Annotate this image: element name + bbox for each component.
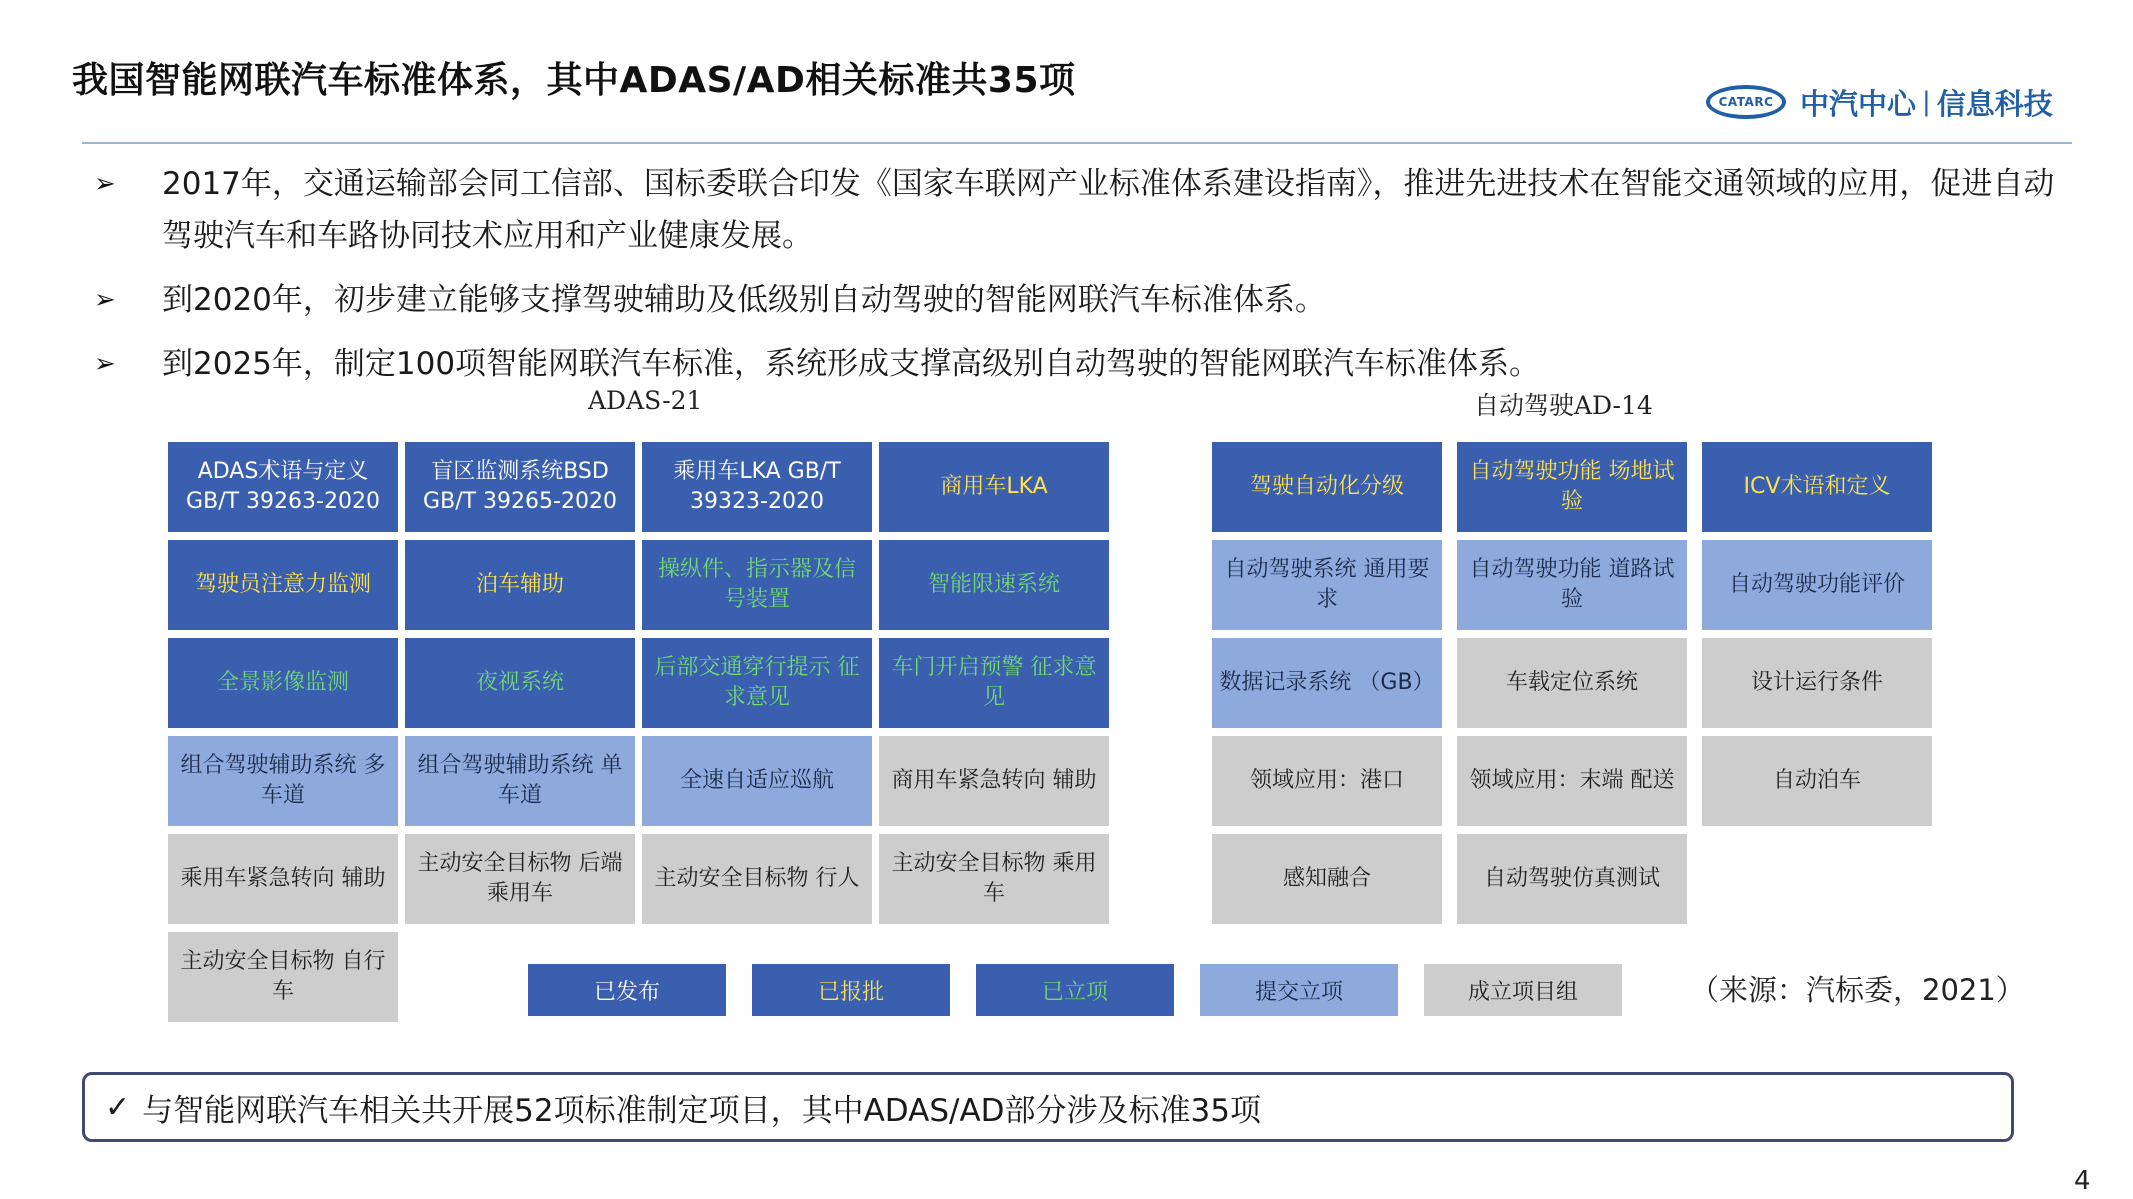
- logo-name: 中汽中心: [1800, 86, 1917, 121]
- adas-standard-cell: 主动安全目标物 乘用车: [879, 834, 1109, 924]
- logo-separator: |: [1922, 87, 1931, 117]
- arrow-bullet-icon: ➢: [94, 285, 116, 315]
- ad-standard-cell: 领域应用：港口: [1212, 736, 1442, 826]
- ad-standard-cell: 自动泊车: [1702, 736, 1932, 826]
- ad-standard-cell: 感知融合: [1212, 834, 1442, 924]
- adas-standard-cell: 后部交通穿行提示 征求意见: [642, 638, 872, 728]
- adas-standard-cell: 组合驾驶辅助系统 多车道: [168, 736, 398, 826]
- ad-standard-cell: 自动驾驶功能 道路试验: [1457, 540, 1687, 630]
- ad-standard-cell: 数据记录系统 （GB）: [1212, 638, 1442, 728]
- adas-standard-cell: 主动安全目标物 后端乘用车: [405, 834, 635, 924]
- check-icon: ✓: [105, 1089, 131, 1125]
- ad-standard-cell: 领域应用：末端 配送: [1457, 736, 1687, 826]
- summary-box: [82, 1072, 2014, 1142]
- adas-standard-cell: 组合驾驶辅助系统 单车道: [405, 736, 635, 826]
- adas-standard-cell: 主动安全目标物 自行车: [168, 932, 398, 1022]
- legend-group: 成立项目组: [1424, 964, 1622, 1016]
- page-number: 4: [2074, 1166, 2091, 1196]
- source-note: （来源：汽标委，2021）: [1690, 973, 2025, 1007]
- bullet-text: 到2020年，初步建立能够支撑驾驶辅助及低级别自动驾驶的智能网联汽车标准体系。: [162, 282, 1326, 318]
- ad-group-label: 自动驾驶AD-14: [1474, 391, 1653, 420]
- legend-established: 已立项: [976, 964, 1174, 1016]
- ad-standard-cell: 自动驾驶仿真测试: [1457, 834, 1687, 924]
- legend-published: 已发布: [528, 964, 726, 1016]
- bullet-item: [90, 274, 2070, 326]
- ad-standard-cell: 驾驶自动化分级: [1212, 442, 1442, 532]
- ad-standard-cell: ICV术语和定义: [1702, 442, 1932, 532]
- adas-standard-cell: 商用车LKA: [879, 442, 1109, 532]
- adas-standard-cell: 乘用车LKA GB/T 39323-2020: [642, 442, 872, 532]
- logo-badge-text: CATARC: [1718, 95, 1774, 109]
- ad-standard-cell: 设计运行条件: [1702, 638, 1932, 728]
- page-title: 我国智能网联汽车标准体系，其中ADAS/AD相关标准共35项: [72, 60, 1076, 101]
- bullet-item: [90, 158, 2070, 262]
- adas-standard-cell: 全景影像监测: [168, 638, 398, 728]
- adas-standard-cell: 全速自适应巡航: [642, 736, 872, 826]
- adas-standard-cell: 乘用车紧急转向 辅助: [168, 834, 398, 924]
- catarc-logo-icon: [1706, 85, 1786, 119]
- legend-approved: 已报批: [752, 964, 950, 1016]
- adas-standard-cell: 夜视系统: [405, 638, 635, 728]
- bullet-text: 2017年，交通运输部会同工信部、国标委联合印发《国家车联网产业标准体系建设指南》，推进先进技术在智能交通领域的应用，促进自动驾驶汽车和车路协同技术应用和产业健康发展。: [162, 166, 2055, 254]
- legend-submitted: 提交立项: [1200, 964, 1398, 1016]
- header-divider: [82, 142, 2072, 144]
- adas-standard-cell: ADAS术语与定义 GB/T 39263-2020: [168, 442, 398, 532]
- ad-standard-cell: 自动驾驶功能 场地试验: [1457, 442, 1687, 532]
- bullet-item: [90, 338, 2070, 390]
- adas-standard-cell: 操纵件、指示器及信号装置: [642, 540, 872, 630]
- ad-standard-cell: 车载定位系统: [1457, 638, 1687, 728]
- adas-standard-cell: 商用车紧急转向 辅助: [879, 736, 1109, 826]
- adas-standard-cell: 驾驶员注意力监测: [168, 540, 398, 630]
- logo-subtitle: 信息科技: [1936, 86, 2053, 121]
- arrow-bullet-icon: ➢: [94, 349, 116, 379]
- bullet-text: 到2025年，制定100项智能网联汽车标准，系统形成支撑高级别自动驾驶的智能网联汽车标准体系。: [162, 346, 1541, 382]
- adas-standard-cell: 智能限速系统: [879, 540, 1109, 630]
- ad-standard-cell: 自动驾驶系统 通用要求: [1212, 540, 1442, 630]
- adas-standard-cell: 主动安全目标物 行人: [642, 834, 872, 924]
- adas-standard-cell: 泊车辅助: [405, 540, 635, 630]
- bullet-list: [90, 158, 2070, 402]
- adas-standard-cell: 盲区监测系统BSD GB/T 39265-2020: [405, 442, 635, 532]
- summary-text: 与智能网联汽车相关共开展52项标准制定项目，其中ADAS/AD部分涉及标准35项: [142, 1092, 1261, 1129]
- adas-group-label: ADAS-21: [588, 386, 703, 415]
- adas-standard-cell: 车门开启预警 征求意见: [879, 638, 1109, 728]
- ad-standard-cell: 自动驾驶功能评价: [1702, 540, 1932, 630]
- logo: [1706, 80, 2053, 124]
- arrow-bullet-icon: ➢: [94, 169, 116, 199]
